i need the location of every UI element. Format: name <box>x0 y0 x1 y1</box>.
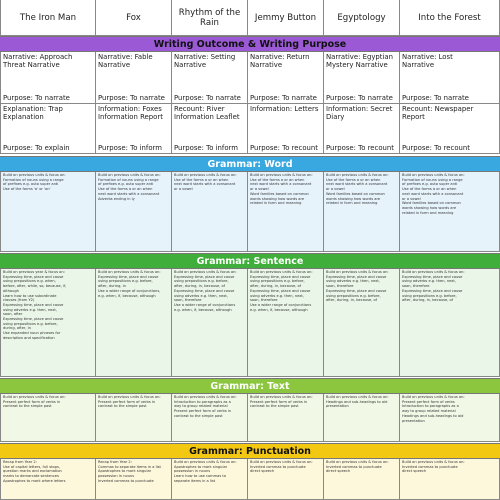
writing-cell: Narrative: Lost Narrative Purpose: To narrate <box>400 52 500 104</box>
grammar-punctuation-row <box>0 459 500 500</box>
writing-outcome-title: Writing Outcome & Writing Purpose <box>153 38 347 50</box>
writing-row-2 <box>0 104 500 154</box>
text-cell: Build on previous units & focus on: Introduction to paragraphs as a way to group related material Present perfect form of verbs in contrast to the simple past <box>172 394 248 442</box>
word-cell: Build on previous units & focus on: Formation of nouns using a range of prefixes e.g. auto super anti Use of the forms a or an when next word starts with a consonant or a vowel Word families based on common words showing how words are related in form and meaning <box>400 172 500 252</box>
punctuation-cell: Build on previous units & focus on: Apostrophes to mark singular possession in nouns Learn how to use commas to separate items in a list <box>172 459 248 500</box>
text-cell: Build on previous units & focus on: Present perfect form of verbs in contrast to the simple past <box>248 394 324 442</box>
writing-cell: Narrative: Fable Narrative Purpose: To narrate <box>96 52 172 104</box>
writing-cell: Explanation: Trap Explanation Purpose: To explain <box>0 104 96 154</box>
sentence-cell: Build on previous units & focus on: Expressing time, place and cause using prepositions e.g. before, after, during, in, because, of Expressing time, place and cause using adverbs e.g. then, next, soon, therefore Use a wider range of conjunctions e.g. when, if, because, although <box>248 269 324 377</box>
grammar-word-row <box>0 172 500 252</box>
text-cell: Build on previous units & focus on: Headings and sub-headings to aid presentation <box>324 394 400 442</box>
grammar-punctuation-title: Grammar: Punctuation <box>189 445 311 457</box>
grammar-text-title: Grammar: Text <box>210 380 290 392</box>
text-cell: Build on previous units & focus on: Present perfect form of verbs in contrast to the simple past <box>96 394 172 442</box>
writing-cell: Narrative: Approach Threat Narrative Purpose: To narrate <box>0 52 96 104</box>
word-cell: Build on previous units & focus on: Formation of nouns using a range of prefixes e.g. auto super anti Use of the forms a or an when next word starts with a consonant Adverbs ending in ly <box>96 172 172 252</box>
grammar-sentence-title: Grammar: Sentence <box>196 255 304 267</box>
text-cell: Build on previous units & focus on: Present perfect form of verbs in contrast to the simple past <box>0 394 96 442</box>
punctuation-cell: Recap from Year 2: Use of capital letters, full stops, question marks and exclamation marks to demarcate sentences Apostrophes to mark where letters <box>0 459 96 500</box>
header-row <box>0 0 500 36</box>
sentence-cell: Build on previous year & focus on: Expressing time, place and cause using prepositions e.g. when, before, after, while, so, because, if, although Learn how to use subordinate clauses (from Y2) Expressing time, place and cause using adverbs e.g. then, next, soon, after Expressing time, place and cause using prepositions e.g. before, during, after, in Use expanded noun phrases for description and specification <box>0 269 96 377</box>
text-cell: Build on previous units & focus on: Present perfect form of verbs Introduction to paragraphs as a way to group related material Headings and sub-headings to aid presentation <box>400 394 500 442</box>
writing-outcome-band <box>0 36 500 52</box>
writing-cell: Narrative: Setting Narrative Purpose: To narrate <box>172 52 248 104</box>
word-cell: Build on previous units & focus on: Use of the forms a or an when next word starts with a consonant or a vowel Word families based on common words showing how words are related in form and meaning <box>324 172 400 252</box>
word-cell: Build on previous units & focus on: Formation of nouns using a range of prefixes e.g. auto super anti Use of the forms 'a' or 'an' <box>0 172 96 252</box>
grammar-text-band <box>0 378 500 394</box>
word-cell: Build on previous units & focus on: Use of the forms a or an when next word starts with a consonant or a vowel Word families based on common words showing how words are related in form and meaning <box>248 172 324 252</box>
grammar-punctuation-band <box>0 443 500 459</box>
header-fox: Fox <box>96 0 172 36</box>
punctuation-cell: Build on previous units & focus on: Inverted commas to punctuate direct speech <box>400 459 500 500</box>
header-the-iron-man: The Iron Man <box>0 0 96 36</box>
grammar-sentence-row <box>0 269 500 377</box>
punctuation-cell: Build on previous units & focus on: Inverted commas to punctuate direct speech <box>248 459 324 500</box>
grammar-word-title: Grammar: Word <box>207 158 293 170</box>
writing-cell: Information: Secret Diary Purpose: To recount <box>324 104 400 154</box>
writing-cell: Narrative: Return Narrative Purpose: To narrate <box>248 52 324 104</box>
writing-cell: Narrative: Egyptian Mystery Narrative Purpose: To narrate <box>324 52 400 104</box>
grammar-word-band <box>0 156 500 172</box>
punctuation-cell: Build on previous units & focus on: Inverted commas to punctuate direct speech <box>324 459 400 500</box>
sentence-cell: Build on previous units & focus on: Expressing time, place and cause using adverbs e.g. then, next, soon, therefore Expressing time, place and cause using prepositions e.g. before, after, during, in, because, of <box>324 269 400 377</box>
writing-cell: Recount: River Information Leaflet Purpose: To inform <box>172 104 248 154</box>
grammar-sentence-band <box>0 253 500 269</box>
word-cell: Build on previous units & focus on: Use of the forms a or an when next word starts with a consonant or a vowel <box>172 172 248 252</box>
writing-row-1 <box>0 52 500 104</box>
sentence-cell: Build on previous units & focus on: Expressing time, place and cause using prepositions e.g. before, after, during, in, because, of Expressing time, place and cause using adverbs e.g. then, next, soon, therefore Use a wider range of conjunctions e.g. when, if, because, although <box>172 269 248 377</box>
header-rhythm-of-the-rain: Rhythm of the Rain <box>172 0 248 36</box>
sentence-cell: Build on previous units & focus on: Expressing time, place and cause using adverbs e.g. then, next, soon, therefore Expressing time, place and cause using prepositions e.g. before, after, during, in, because, of <box>400 269 500 377</box>
punctuation-cell: Recap from Year 2: Commas to separate items in a list Apostrophes to mark singular possession in nouns Inverted commas to punctuate <box>96 459 172 500</box>
writing-cell: Information: Letters Purpose: To recount <box>248 104 324 154</box>
writing-cell: Information: Foxes Information Report Purpose: To inform <box>96 104 172 154</box>
header-egyptology: Egyptology <box>324 0 400 36</box>
header-into-the-forest: Into the Forest <box>400 0 500 36</box>
grammar-text-row <box>0 394 500 442</box>
writing-cell: Recount: Newspaper Report Purpose: To recount <box>400 104 500 154</box>
header-jemmy-button: Jemmy Button <box>248 0 324 36</box>
sentence-cell: Build on previous units & focus on: Expressing time, place and cause using prepositions e.g. before, after, during, in Use a wider range of conjunctions, e.g. when, if, because, although <box>96 269 172 377</box>
